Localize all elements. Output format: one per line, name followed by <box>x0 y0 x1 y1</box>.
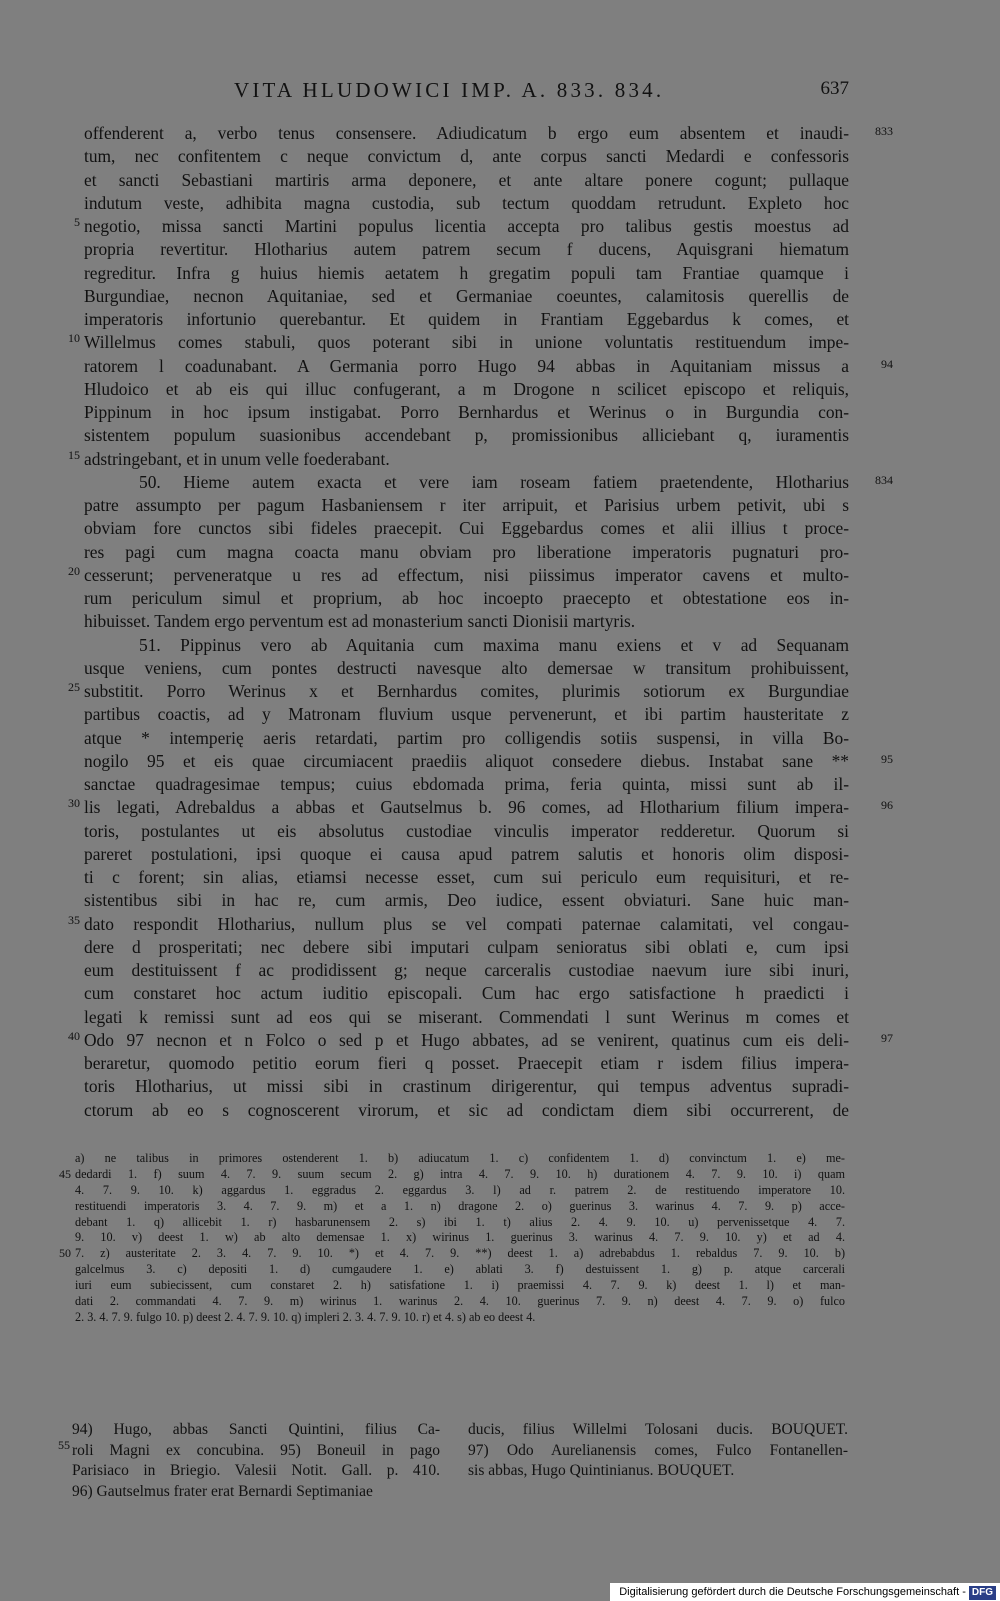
line-number: 15 <box>68 448 80 462</box>
text-line: eum destituissent f ac prodidissent g; neque carceralis custodiae naevum iure sibi inuri, <box>84 960 849 980</box>
line-number: 25 <box>68 680 80 694</box>
margin-number: 96 <box>881 798 893 812</box>
margin-number: 95 <box>881 752 893 766</box>
note-line: 9. 10. v) deest 1. w) ab alto demensae 1. x) wirinus 1. guerinus 3. warinus 4. 7. 9. 10. y) et ad 4. <box>75 1230 845 1245</box>
line-number: 50 <box>59 1246 71 1260</box>
note-line: a) ne talibus in primores ostenderent 1. b) adiucatum 1. c) confidentem 1. d) convinctum 1. e) me- <box>75 1151 845 1165</box>
commentary-right-column <box>468 1420 848 1482</box>
text-line: substitit. Porro Werinus x et Bernhardus comites, plurimis sotiorum ex Burgundiae <box>84 681 849 701</box>
text-line: ctorum ab eo s cognoscerent virorum, et sic ad condictam diem sibi occurrerent, de <box>84 1099 849 1120</box>
line-number: 55 <box>58 1438 70 1452</box>
text-line: lis legati, Adrebaldus a abbas et Gautselmus b. 96 comes, ad Hlotharium filium impera- <box>84 797 849 818</box>
text-line: indutum veste, adhibita magna custodia, sub tectum quoddam retrudunt. Expleto hoc <box>84 192 849 213</box>
text-line: Odo 97 necnon et n Folco o sed p et Hugo abbates, ad se venirent, quatinus cum eis deli- <box>84 1029 849 1050</box>
text-line: patre assumpto per pagum Hasbaniensem r iter arripuit, et Parisius urbem petivit, ubi s <box>84 495 849 515</box>
commentary-line: 96) Gautselmus frater erat Bernardi Septimaniae <box>72 1482 373 1500</box>
note-line: galcelmus 3. c) depositi 1. d) cumgaudere 1. e) ablati 3. f) destuissent 1. g) p. atque carcerali <box>75 1262 845 1277</box>
text-line: partibus coactis, ad y Matronam fluvium usque pervenerunt, et ibi partim hausteritate z <box>84 704 849 725</box>
commentary-line: 94) Hugo, abbas Sancti Quintini, filius Ca- <box>72 1421 440 1438</box>
text-line: 50. Hieme autem exacta et vere iam roseam fatiem praetendente, Hlotharius <box>139 471 849 492</box>
commentary-line: 97) Odo Aurelianensis comes, Fulco Fontanellen- <box>468 1441 848 1459</box>
line-number: 30 <box>68 796 80 810</box>
text-line: toris, postulantes ut eis absolutus custodiae vinculis imperator redderetur. Quorum si <box>84 820 849 841</box>
note-line: 7. z) austeritate 2. 3. 4. 7. 9. 10. *) et 4. 7. 9. **) deest 1. a) adrebabdus 1. rebaldus 7. 9. 10. b) <box>75 1246 845 1261</box>
text-line: regreditur. Infra g huius hiemis aetatem h gregatim populi tam Frantiae quamque i <box>84 262 849 283</box>
line-number: 10 <box>68 331 80 345</box>
margin-number: 833 <box>875 124 893 138</box>
text-line: obviam fore cunctos sibi fideles praecepit. Cui Eggebardus comes et alii illius t proce- <box>84 518 849 539</box>
running-header <box>84 78 849 104</box>
text-line: et sancti Sebastiani martiris arma deponere, et ante altare ponere cogunt; pullaque <box>84 169 849 190</box>
digitization-footer <box>610 1583 1000 1601</box>
text-line: negotio, missa sancti Martini populus licentia accepta pro talibus gestis moestus ad <box>84 216 849 236</box>
text-line: offenderent a, verbo tenus consensere. Adiudicatum b ergo eum absentem et inaudi- <box>84 123 849 143</box>
text-line: toris Hlotharius, ut missi sibi in crastinum dirigerentur, qui tempus adventus supradi- <box>84 1076 849 1097</box>
line-number: 20 <box>68 564 80 578</box>
text-line: hibuisset. Tandem ergo perventum est ad monasterium sancti Dionisii martyris. <box>84 611 636 632</box>
text-line: sistentem populum suasionibus accendebant p, promissionibus alliciebant q, iuramentis <box>84 425 849 446</box>
text-line: sistentibus sibi in hac re, cum armis, Deo iudice, essent obviaturi. Sane huic man- <box>84 890 849 911</box>
text-line: propria revertitur. Hlotharius autem patrem secum f ducens, Aquisgrani hiematum <box>84 239 849 260</box>
text-line: Willelmus comes stabuli, quos poterant sibi in unione voluntatis restituendum impe- <box>84 332 849 353</box>
text-line: cesserunt; perveneratque u res ad effectum, nisi piissimus imperator cavens et multo- <box>84 564 849 585</box>
commentary-left-column <box>72 1420 440 1502</box>
margin-number: 97 <box>881 1031 893 1045</box>
variant-apparatus <box>59 1151 845 1326</box>
line-number: 45 <box>59 1167 71 1181</box>
note-line: dati 2. commandati 4. 7. 9. m) wirinus 1. warinus 2. 4. 10. guerinus 7. 9. n) deest 4. 7. 9. o) fulco <box>75 1294 845 1309</box>
text-line: dere d prosperitati; nec debere sibi imputari culpam senioratus sibi oblati e, cum ipsi <box>84 936 849 957</box>
commentary-line: roli Magni ex concubina. 95) Boneuil in pago <box>72 1441 440 1459</box>
line-number: 5 <box>74 215 80 229</box>
text-line: imperatoris infortunio querebantur. Et quidem in Frantiam Eggebardus k comes, et <box>84 309 849 329</box>
text-line: adstringebant, et in unum velle foederabant. <box>84 448 390 469</box>
text-line: usque veniens, cum pontes destructi navesque alto demersae w transitum prohibuissent, <box>84 657 849 678</box>
text-line: 51. Pippinus vero ab Aquitania cum maxima manu exiens et v ad Sequanam <box>139 634 849 655</box>
commentary-line: ducis, filius Willelmi Tolosani ducis. BOUQUET. <box>468 1421 848 1438</box>
line-number: 35 <box>68 913 80 927</box>
running-title: VITA HLUDOWICI IMP. A. 833. 834. <box>234 78 665 102</box>
text-line: res pagi cum magna coacta manu obviam pro liberatione imperatoris pugnaturi pro- <box>84 541 849 562</box>
text-line: tum, nec confitentem c neque convictum d, ante corpus sancti Medardi e confessoris <box>84 146 849 167</box>
text-line: nogilo 95 et eis quae circumiacent praediis aliquot consedere diebus. Instabat sane ** <box>84 750 849 771</box>
text-line: Pippinum in hoc ipsum instigabat. Porro Bernhardus et Werinus o in Burgundia con- <box>84 402 849 422</box>
text-line: beraretur, quomodo petitio eorum fieri q posset. Praecepit etiam r isdem filius impera- <box>84 1053 849 1073</box>
text-line: ratorem l coadunabant. A Germania porro Hugo 94 abbas in Aquitaniam missus a <box>84 355 849 376</box>
footer-text: Digitalisierung gefördert durch die Deutsche Forschungsgemeinschaft - <box>619 1586 966 1598</box>
text-line: dato respondit Hlotharius, nullum plus se vel compati paternae calamitati, vel congau- <box>84 913 849 934</box>
note-line: 4. 7. 9. 10. k) aggardus 1. eggradus 2. eggardus 3. l) ad r. patrem 2. de restituendo imperatore 10. <box>75 1182 845 1197</box>
text-line: legati k remissi sunt ad eos qui se miserant. Commendati l sunt Werinus m comes et <box>84 1006 849 1027</box>
text-line: cum constaret hoc actum iuditio episcopali. Cum hac ergo satisfactione h praedicti i <box>84 983 849 1004</box>
note-line: debant 1. q) allicebit 1. r) hasbarunensem 2. s) ibi 1. t) alius 2. 4. 9. 10. u) pervenissetque 4. 7. <box>75 1214 845 1229</box>
text-line: pareret postulationi, ipsi quoque ei causa apud patrem salutis et honoris olim disposi- <box>84 843 849 864</box>
text-line: ti c forent; sin alias, etiamsi necesse esset, cum sui periculo eum requisituri, et re- <box>84 867 849 887</box>
margin-number: 94 <box>881 357 893 371</box>
line-number: 40 <box>68 1029 80 1043</box>
note-line: restituendi imperatoris 3. 4. 7. 9. m) et a 1. n) dragone 2. o) guerinus 3. warinus 4. 7. 9. p) acce- <box>75 1198 845 1213</box>
note-line: iuri eum subiecissent, cum constaret 2. h) satisfatione 1. i) praemissi 4. 7. 9. k) deest 1. l) et man- <box>75 1278 845 1293</box>
text-line: sanctae quadragesimae tempus; cuius ebdomada prima, feria quinta, missi sunt ab il- <box>84 774 849 794</box>
text-line: atque * intemperię aeris retardati, partim pro colligendis sotiis suspensi, in villa Bo- <box>84 727 849 748</box>
commentary-line: Parisiaco in Briegio. Valesii Notit. Gall. p. 410. <box>72 1462 440 1479</box>
text-line: Hludoico et ab eis qui illuc confugerant, a m Drogone n scilicet episcopo et reliquis, <box>84 378 849 399</box>
text-line: Burgundiae, necnon Aquitaniae, sed et Germaniae coeuntes, calamitosis querellis de <box>84 285 849 306</box>
commentary-line: sis abbas, Hugo Quintinianus. BOUQUET. <box>468 1462 735 1479</box>
page-number: 637 <box>820 78 849 99</box>
main-text <box>68 122 893 1122</box>
dfg-logo: DFG <box>969 1586 996 1600</box>
text-line: rum periculum simul et proprium, ab hoc incoepto praecepto et obtestatione eos in- <box>84 588 849 608</box>
note-line: 2. 3. 4. 7. 9. fulgo 10. p) deest 2. 4. 7. 9. 10. q) impleri 2. 3. 4. 7. 9. 10. r) et 4. s) ab eo deest 4. <box>75 1309 536 1324</box>
margin-number: 834 <box>875 473 893 487</box>
note-line: dedardi 1. f) suum 4. 7. 9. suum secum 2. g) intra 4. 7. 9. 10. h) durationem 4. 7. 9. 10. i) quam <box>75 1166 845 1181</box>
